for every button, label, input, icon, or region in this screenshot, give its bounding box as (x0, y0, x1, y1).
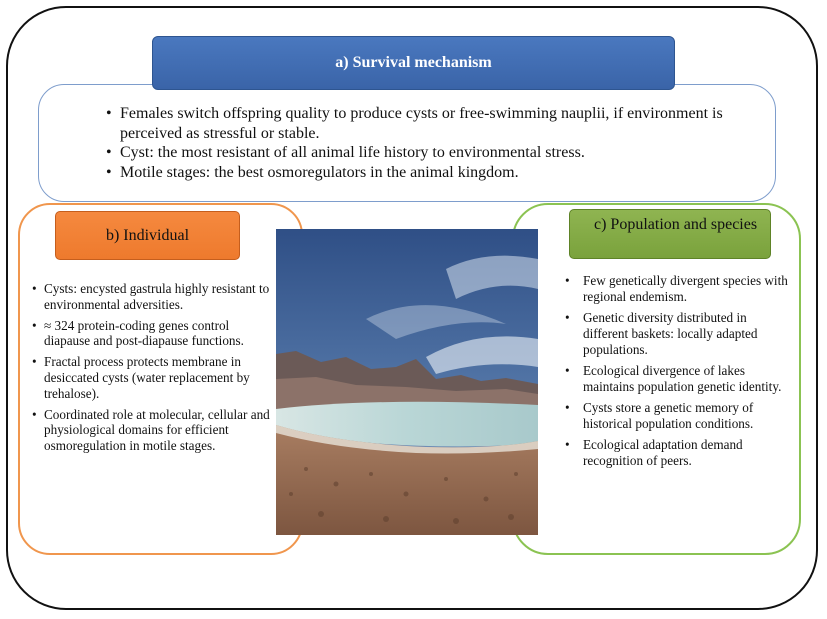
population-item: • Few genetically divergent species with regional endemism. (565, 273, 791, 305)
survival-item: • Females switch offspring quality to produce cysts or free-swimming nauplii, if environment is perceived as stressful or stable. (108, 104, 728, 143)
population-item: • Cysts store a genetic memory of historical population conditions. (565, 400, 791, 432)
population-item: • Genetic diversity distributed in different baskets: locally adapted populations. (565, 310, 791, 358)
population-list (565, 273, 791, 474)
population-title: c) Population and species (569, 209, 771, 259)
survival-item: • Motile stages: the best osmoregulators in the animal kingdom. (108, 163, 728, 183)
population-item: • Ecological adaptation demand recognition of peers. (565, 437, 791, 469)
individual-list (32, 281, 272, 459)
survival-item: • Cyst: the most resistant of all animal life history to environmental stress. (108, 143, 728, 163)
population-item: • Ecological divergence of lakes maintains population genetic identity. (565, 363, 791, 395)
salt-lake-landscape-photo (276, 229, 538, 535)
survival-title: a) Survival mechanism (152, 36, 675, 90)
individual-item: • ≈ 324 protein-coding genes control diapause and post-diapause functions. (32, 318, 272, 350)
survival-list (108, 104, 728, 182)
individual-item: • Coordinated role at molecular, cellular and physiological domains for efficient osmoregulation in motile stages. (32, 407, 272, 454)
individual-item: • Cysts: encysted gastrula highly resistant to environmental adversities. (32, 281, 272, 313)
individual-item: • Fractal process protects membrane in desiccated cysts (water replacement by trehalose). (32, 354, 272, 401)
individual-title: b) Individual (55, 211, 240, 260)
